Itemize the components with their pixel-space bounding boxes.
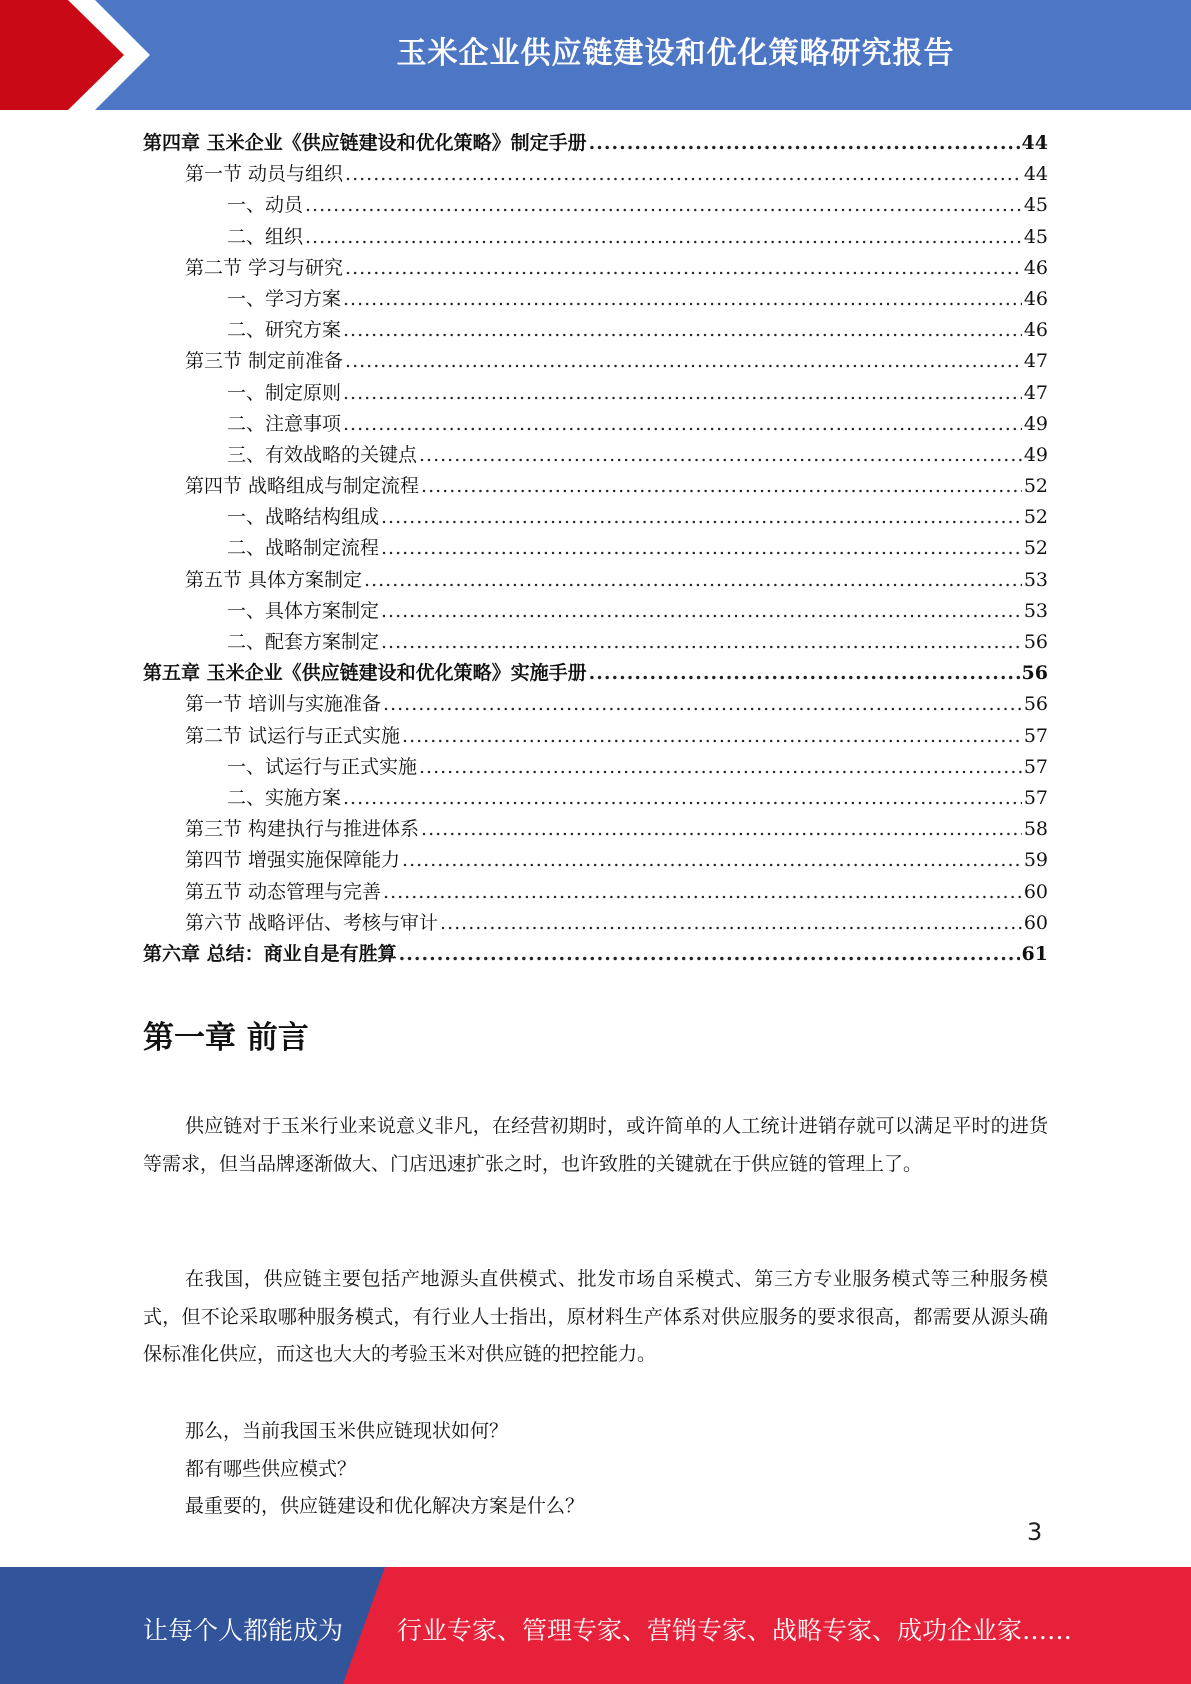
paragraph-1 — [143, 1108, 1048, 1183]
toc-entry-label: 第五节 具体方案制定 — [185, 568, 363, 591]
toc-entry-label: 第六章 总结：商业自是有胜算 — [143, 942, 397, 965]
toc-entry-page: 57 — [1023, 724, 1048, 747]
page-number: 3 — [1027, 1518, 1043, 1546]
toc-entry[interactable] — [143, 253, 1048, 284]
toc-leader-dots — [381, 600, 1022, 622]
toc-entry[interactable] — [143, 939, 1048, 970]
toc-entry[interactable] — [143, 783, 1048, 814]
question-list — [143, 1413, 1048, 1526]
toc-entry[interactable] — [143, 502, 1048, 533]
toc-entry[interactable] — [143, 190, 1048, 221]
toc-leader-dots — [343, 413, 1022, 435]
toc-entry-page: 58 — [1023, 818, 1048, 841]
toc-entry-page: 60 — [1023, 880, 1048, 903]
toc-entry-page: 49 — [1023, 443, 1048, 466]
toc-leader-dots — [364, 569, 1022, 591]
toc-entry-page: 57 — [1023, 755, 1048, 778]
toc-entry-page: 52 — [1023, 537, 1048, 560]
question-item: 都有哪些供应模式？ — [185, 1457, 357, 1480]
toc-leader-dots — [421, 818, 1022, 840]
toc-entry-label: 三、有效战略的关键点 — [227, 443, 418, 466]
toc-entry-label: 第四章 玉米企业《供应链建设和优化策略》制定手册 — [143, 132, 587, 154]
toc-entry-label: 第四节 战略组成与制定流程 — [185, 475, 420, 498]
paragraph-2 — [143, 1261, 1048, 1374]
toc-entry-page: 45 — [1023, 194, 1048, 217]
toc-entry[interactable] — [143, 409, 1048, 440]
page-footer — [0, 1567, 1191, 1684]
toc-entry[interactable] — [143, 222, 1048, 253]
toc-leader-dots — [440, 912, 1022, 934]
toc-leader-dots — [381, 537, 1022, 559]
toc-entry-label: 第六节 战略评估、考核与审计 — [185, 911, 439, 934]
toc-leader-dots — [399, 943, 1020, 965]
toc-entry-label: 第二节 学习与研究 — [185, 256, 344, 279]
toc-entry-label: 第二节 试运行与正式实施 — [185, 724, 401, 747]
toc-entry[interactable] — [143, 159, 1048, 190]
toc-entry-label: 一、动员 — [227, 194, 304, 217]
toc-leader-dots — [343, 319, 1022, 341]
toc-entry-page: 47 — [1023, 350, 1048, 373]
toc-entry-label: 第三节 制定前准备 — [185, 350, 344, 373]
toc-entry-label: 第三节 构建执行与推进体系 — [185, 818, 420, 841]
toc-entry-page: 52 — [1023, 506, 1048, 529]
toc-entry[interactable] — [143, 658, 1048, 689]
table-of-contents — [143, 128, 1048, 970]
toc-entry-page: 53 — [1023, 568, 1048, 591]
toc-entry-page: 60 — [1023, 911, 1048, 934]
paragraph-1-text: 供应链对于玉米行业来说意义非凡，在经营初期时，或许简单的人工统计进销存就可以满足平时的进货等需求，但当品牌逐渐做大、门店迅速扩张之时，也许致胜的关键就在于供应链的管理上了。 — [143, 1115, 1048, 1175]
header-chevron-red — [0, 0, 140, 110]
toc-entry[interactable] — [143, 346, 1048, 377]
toc-leader-dots — [381, 631, 1022, 653]
footer-slogan-right: 行业专家、管理专家、营销专家、战略专家、成功企业家…… — [397, 1616, 1073, 1645]
toc-entry[interactable] — [143, 689, 1048, 720]
question-item: 那么，当前我国玉米供应链现状如何？ — [185, 1420, 509, 1442]
toc-entry-page: 47 — [1023, 381, 1048, 404]
toc-entry-label: 一、战略结构组成 — [227, 506, 380, 529]
toc-entry-page: 46 — [1023, 319, 1048, 342]
toc-entry-page: 52 — [1023, 475, 1048, 498]
toc-leader-dots — [343, 787, 1022, 809]
toc-entry-page: 53 — [1023, 599, 1048, 622]
question-item: 最重要的，供应链建设和优化解决方案是什么？ — [185, 1495, 585, 1517]
footer-slogan-left: 让每个人都能成为 — [143, 1616, 344, 1645]
toc-entry-page: 45 — [1023, 225, 1048, 248]
toc-leader-dots — [345, 257, 1022, 279]
toc-leader-dots — [381, 506, 1022, 528]
toc-leader-dots — [589, 662, 1020, 684]
toc-entry-label: 一、具体方案制定 — [227, 599, 380, 622]
toc-leader-dots — [383, 881, 1022, 903]
toc-entry-label: 第一节 动员与组织 — [185, 163, 344, 186]
toc-entry-label: 二、战略制定流程 — [227, 537, 380, 560]
toc-entry[interactable] — [143, 908, 1048, 939]
toc-entry[interactable] — [143, 315, 1048, 346]
toc-entry-label: 二、组织 — [227, 225, 304, 248]
toc-entry-label: 第一节 培训与实施准备 — [185, 693, 382, 716]
toc-entry-page: 46 — [1023, 287, 1048, 310]
toc-leader-dots — [305, 194, 1022, 216]
toc-leader-dots — [383, 693, 1022, 715]
toc-leader-dots — [345, 350, 1022, 372]
toc-entry[interactable] — [143, 877, 1048, 908]
toc-entry-page: 46 — [1023, 256, 1048, 279]
toc-entry[interactable] — [143, 596, 1048, 627]
toc-entry-label: 第五章 玉米企业《供应链建设和优化策略》实施手册 — [143, 662, 587, 685]
toc-entry[interactable] — [143, 845, 1048, 876]
toc-entry-label: 一、试运行与正式实施 — [227, 755, 418, 778]
toc-entry[interactable] — [143, 627, 1048, 658]
toc-leader-dots — [421, 475, 1022, 497]
chapter-title: 第一章 前言 — [143, 1020, 309, 1056]
toc-leader-dots — [402, 725, 1022, 747]
toc-entry[interactable] — [143, 752, 1048, 783]
toc-leader-dots — [343, 382, 1022, 404]
toc-entry-page: 44 — [1021, 132, 1048, 154]
toc-entry[interactable] — [143, 565, 1048, 596]
toc-leader-dots — [419, 756, 1022, 778]
toc-entry-page: 44 — [1023, 163, 1048, 186]
toc-entry-page: 49 — [1023, 412, 1048, 435]
toc-entry[interactable] — [143, 440, 1048, 471]
toc-entry-page: 61 — [1021, 942, 1048, 965]
toc-entry-page: 56 — [1023, 631, 1048, 653]
toc-leader-dots — [402, 849, 1022, 871]
toc-entry[interactable] — [143, 378, 1048, 409]
toc-entry-label: 二、研究方案 — [227, 319, 342, 342]
toc-entry-page: 57 — [1023, 786, 1048, 809]
toc-leader-dots — [305, 226, 1022, 248]
toc-entry-label: 第四节 增强实施保障能力 — [185, 849, 401, 872]
page-header — [0, 0, 1191, 110]
toc-entry-label: 第五节 动态管理与完善 — [185, 880, 382, 903]
toc-entry[interactable] — [143, 721, 1048, 752]
toc-entry-label: 一、学习方案 — [227, 287, 342, 310]
toc-entry[interactable] — [143, 814, 1048, 845]
toc-entry-label: 二、实施方案 — [227, 786, 342, 809]
toc-leader-dots — [345, 163, 1022, 185]
toc-entry[interactable] — [143, 533, 1048, 564]
toc-leader-dots — [343, 288, 1022, 310]
toc-leader-dots — [589, 132, 1020, 154]
paragraph-2-text: 在我国，供应链主要包括产地源头直供模式、批发市场自采模式、第三方专业服务模式等三种服务模式，但不论采取哪种服务模式，有行业人士指出，原材料生产体系对供应服务的要求很高，都需要从源头确保标准化供应，而这也大大的考验玉米对供应链的把控能力。 — [143, 1268, 1048, 1365]
toc-entry-page: 59 — [1023, 849, 1048, 872]
toc-entry-label: 一、制定原则 — [227, 381, 342, 404]
toc-entry-label: 二、配套方案制定 — [227, 631, 380, 653]
toc-entry[interactable] — [143, 284, 1048, 315]
toc-entry-label: 二、注意事项 — [227, 412, 342, 435]
toc-entry[interactable] — [143, 471, 1048, 502]
toc-entry-page: 56 — [1023, 693, 1048, 716]
toc-leader-dots — [419, 444, 1022, 466]
toc-entry[interactable] — [143, 128, 1048, 159]
toc-entry-page: 56 — [1021, 662, 1048, 685]
report-title: 玉米企业供应链建设和优化策略研究报告 — [396, 36, 955, 71]
